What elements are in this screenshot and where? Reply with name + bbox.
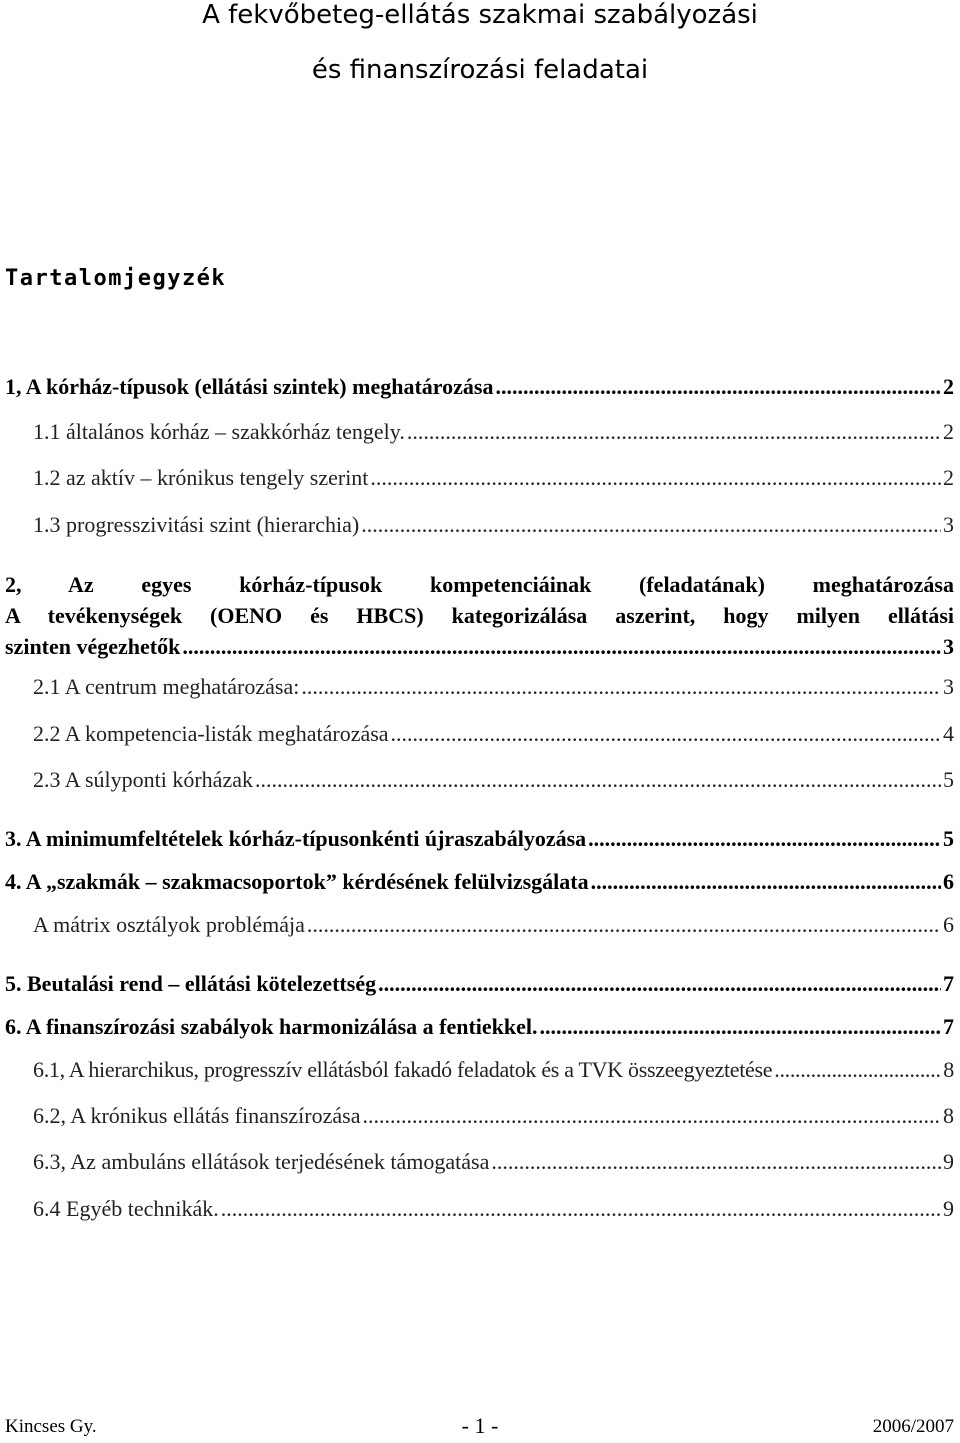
toc-entry-page: 2 — [943, 419, 954, 444]
dot-leader — [540, 1014, 941, 1040]
toc-entry-page: 8 — [943, 1103, 954, 1128]
toc-entry-page: 8 — [943, 1057, 954, 1082]
toc-entry-text-line-2: A tevékenységek (OENO és HBCS) kategorizálása aszerint, hogy milyen ellátási — [5, 603, 954, 628]
toc-entry-text: 6.1, A hierarchikus, progresszív ellátásból fakadó feladatok és a TVK összeegyeztetése — [33, 1057, 773, 1082]
dot-leader — [255, 767, 941, 793]
dot-leader — [774, 1057, 941, 1083]
toc-entry-page: 6 — [943, 912, 954, 937]
toc-entry-text: 5. Beutalási rend – ellátási kötelezettség — [5, 971, 377, 996]
toc-entry[interactable] — [0, 419, 960, 449]
toc-entry-text: 6.4 Egyéb technikák. — [33, 1196, 219, 1221]
dot-leader — [378, 971, 941, 997]
toc-entry-text: 2.2 A kompetencia-listák meghatározása — [33, 721, 389, 746]
toc-entry-page: 3 — [943, 512, 954, 537]
toc-entry-text: 3. A minimumfeltételek kórház-típusonkénti újraszabályozása — [5, 826, 587, 851]
toc-entry[interactable] — [0, 1057, 960, 1087]
dot-leader — [491, 1149, 941, 1175]
toc-entry[interactable] — [0, 721, 960, 751]
toc-entry-page: 5 — [943, 767, 954, 792]
toc-entry-text: 1, A kórház-típusok (ellátási szintek) meghatározása — [5, 374, 494, 399]
toc-entry[interactable] — [0, 465, 960, 495]
toc-entry-text: 6. A finanszírozási szabályok harmonizálása a fentiekkel. — [5, 1014, 538, 1039]
toc-entry-page: 3 — [943, 634, 954, 659]
dot-leader — [391, 721, 941, 747]
document-title-line-2: és finanszírozási feladatai — [311, 55, 649, 85]
toc-entry-text-line-3: szinten végezhetők — [5, 634, 181, 659]
toc-entry-page: 2 — [943, 374, 954, 399]
toc-entry-page: 5 — [943, 826, 954, 851]
footer-author: Kincses Gy. — [5, 1416, 97, 1437]
dot-leader — [361, 512, 941, 538]
toc-entry-page: 9 — [943, 1196, 954, 1221]
toc-entry-page: 3 — [943, 674, 954, 699]
toc-entry[interactable] — [0, 1014, 960, 1044]
toc-entry[interactable] — [0, 1103, 960, 1133]
toc-entry-text: 4. A „szakmák – szakmacsoportok” kérdésének felülvizsgálata — [5, 869, 589, 894]
toc-heading: Tartalomjegyzék — [5, 266, 227, 291]
dot-leader — [370, 465, 941, 491]
toc-entry[interactable] — [0, 912, 960, 942]
dot-leader — [495, 374, 941, 400]
toc-entry[interactable] — [0, 767, 960, 797]
dot-leader — [182, 634, 941, 660]
dot-leader — [221, 1196, 941, 1222]
toc-entry[interactable] — [0, 1149, 960, 1179]
toc-entry-text: A mátrix osztályok problémája — [33, 912, 305, 937]
dot-leader — [307, 912, 941, 938]
footer-year: 2006/2007 — [872, 1416, 954, 1437]
toc-entry[interactable] — [0, 374, 960, 404]
toc-entry-page: 9 — [943, 1149, 954, 1174]
toc-entry[interactable] — [0, 971, 960, 1001]
footer-page-number: - 1 - — [461, 1413, 499, 1438]
toc-entry-page: 4 — [943, 721, 954, 746]
toc-entry[interactable] — [0, 826, 960, 856]
toc-entry-text: 1.3 progresszivitási szint (hierarchia) — [33, 512, 360, 537]
toc-entry[interactable] — [0, 674, 960, 704]
document-title-line-1: A fekvőbeteg-ellátás szakmai szabályozási — [202, 0, 758, 30]
toc-entry-text: 6.3, Az ambuláns ellátások terjedésének támogatása — [33, 1149, 490, 1174]
toc-entry-text-line-1: 2, Az egyes kórház-típusok kompetenciáinak (feladatának) meghatározása — [5, 572, 954, 597]
toc-entry[interactable] — [0, 512, 960, 542]
toc-entry-text: 2.3 A súlyponti kórházak — [33, 767, 253, 792]
toc-entry-page: 7 — [943, 971, 954, 996]
toc-entry[interactable] — [0, 1196, 960, 1226]
dot-leader — [362, 1103, 941, 1129]
toc-entry-text: 1.1 általános kórház – szakkórház tengely. — [33, 419, 405, 444]
toc-entry[interactable] — [0, 869, 960, 899]
dot-leader — [588, 826, 941, 852]
toc-entry-page: 6 — [943, 869, 954, 894]
toc-entry-text: 6.2, A krónikus ellátás finanszírozása — [33, 1103, 361, 1128]
toc-entry-text: 2.1 A centrum meghatározása: — [33, 674, 300, 699]
toc-entry-page: 2 — [943, 465, 954, 490]
dot-leader — [301, 674, 941, 700]
dot-leader — [407, 419, 941, 445]
dot-leader — [591, 869, 941, 895]
toc-entry-page: 7 — [943, 1014, 954, 1039]
toc-entry-text: 1.2 az aktív – krónikus tengely szerint — [33, 465, 369, 490]
